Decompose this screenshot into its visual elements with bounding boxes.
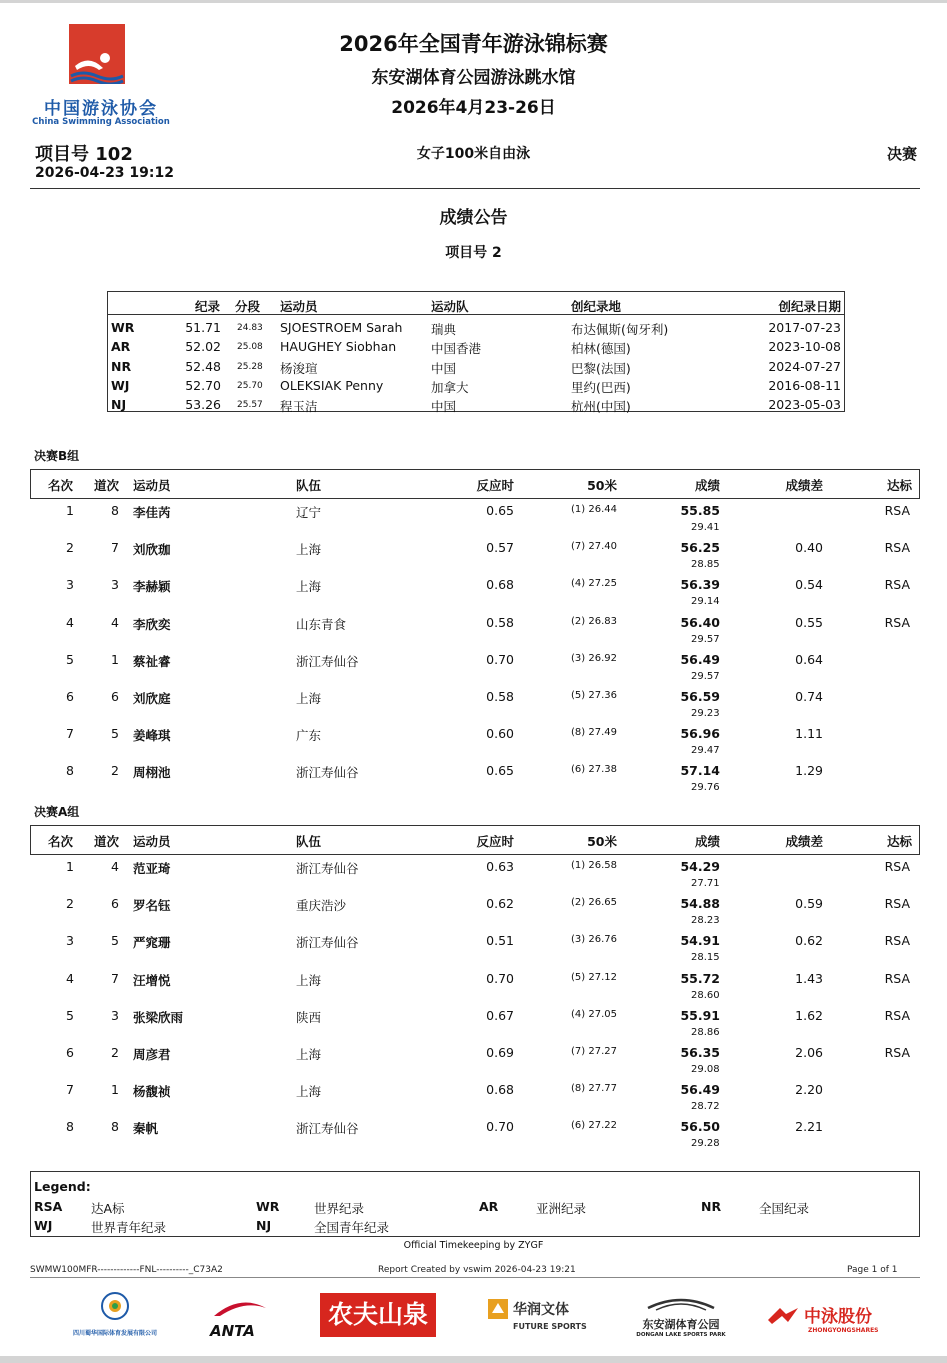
record-athlete: 程玉洁 (280, 399, 318, 415)
result-second-split: 27.71 (691, 878, 720, 889)
group-label: 决赛B组 (34, 449, 80, 463)
result-lane: 5 (111, 726, 119, 742)
huarun-logo-icon (487, 1298, 509, 1320)
result-reaction: 0.58 (486, 689, 514, 704)
result-reaction: 0.57 (486, 540, 514, 556)
result-athlete: 罗名钰 (133, 898, 171, 914)
result-split: (5) 27.36 (571, 690, 617, 701)
record-place: 里约(巴西) (571, 379, 631, 395)
result-lane: 6 (111, 896, 119, 912)
result-split: (1) 26.58 (571, 860, 617, 871)
result-rank: 8 (66, 1119, 74, 1135)
result-lane: 4 (111, 614, 119, 630)
result-lane: 1 (111, 1082, 119, 1098)
result-standard: RSA (884, 859, 910, 874)
result-athlete: 秦帆 (133, 1121, 159, 1137)
result-reaction: 0.68 (486, 577, 514, 593)
records-table (107, 291, 845, 415)
result-team: 上海 (296, 691, 322, 706)
result-team: 浙江寿仙谷 (296, 935, 359, 951)
result-lane: 2 (111, 1045, 119, 1060)
result-second-split: 29.23 (691, 708, 720, 719)
result-time: 56.96 (680, 726, 720, 742)
header-athlete: 运动员 (133, 478, 171, 493)
result-rank: 8 (66, 763, 74, 779)
record-time: 52.70 (185, 377, 221, 393)
result-rank: 7 (66, 1082, 74, 1098)
legend-code: AR (479, 1199, 499, 1214)
result-second-split: 28.15 (691, 952, 720, 964)
record-time: 52.02 (185, 339, 221, 355)
result-time: 56.25 (680, 540, 720, 556)
result-time: 54.91 (680, 933, 720, 949)
sponsor-zhongyong-name: 中泳股份 (804, 1307, 872, 1327)
record-split: 25.28 (237, 361, 263, 372)
result-diff: 1.62 (795, 1007, 823, 1023)
bottom-border (0, 1356, 947, 1363)
result-split: (2) 26.65 (571, 897, 617, 909)
result-lane: 8 (111, 1119, 119, 1135)
result-reaction: 0.70 (486, 970, 514, 986)
header-split: 50米 (587, 478, 617, 493)
result-diff: 2.20 (795, 1082, 823, 1098)
result-split: (4) 27.05 (571, 1008, 617, 1020)
sponsor-donganhu (636, 1296, 726, 1346)
result-split: (7) 27.40 (571, 541, 617, 553)
result-rank: 2 (66, 896, 74, 912)
record-split: 25.57 (237, 400, 263, 411)
result-split: (3) 26.76 (571, 934, 617, 946)
result-time: 56.49 (680, 1082, 720, 1098)
result-team: 浙江寿仙谷 (296, 861, 359, 876)
record-team: 瑞典 (431, 322, 457, 337)
sponsor-huarun-en: FUTURE SPORTS (513, 1322, 587, 1331)
result-team: 浙江寿仙谷 (296, 1121, 359, 1137)
result-athlete: 姜峰琪 (133, 728, 171, 744)
result-standard: RSA (884, 540, 910, 556)
result-standard: RSA (884, 614, 910, 630)
record-place: 巴黎(法国) (571, 360, 631, 376)
records-header-split: 分段 (235, 299, 261, 314)
group-label: 决赛A组 (34, 805, 80, 819)
result-team: 广东 (296, 728, 322, 744)
result-team: 山东青食 (296, 616, 347, 632)
event-datetime: 2026-04-23 19:12 (35, 165, 174, 181)
record-athlete: 杨浚瑄 (280, 360, 318, 376)
org-name-cn: 中国游泳协会 (44, 99, 158, 119)
result-time: 54.88 (680, 896, 720, 912)
record-date: 2023-05-03 (768, 397, 841, 413)
result-rank: 4 (66, 970, 74, 986)
result-split: (4) 27.25 (571, 578, 617, 590)
result-athlete: 严窕珊 (133, 935, 171, 951)
result-reaction: 0.60 (486, 726, 514, 742)
championship-title: 2026年全国青年游泳锦标赛 (339, 32, 608, 56)
header-rank: 名次 (48, 834, 74, 849)
result-reaction: 0.68 (486, 1082, 514, 1098)
result-standard: RSA (884, 1007, 910, 1023)
legend-desc: 全国纪录 (759, 1201, 810, 1216)
result-team: 陕西 (296, 1009, 322, 1025)
record-date: 2024-07-27 (768, 358, 841, 374)
records-header-athlete: 运动员 (280, 299, 318, 314)
records-header-date: 创纪录日期 (778, 299, 841, 314)
sponsor-nongfu-name: 农夫山泉 (327, 1300, 428, 1329)
header-diff: 成绩差 (785, 834, 823, 849)
records-header-record: 纪录 (195, 299, 221, 314)
result-rank: 6 (66, 689, 74, 704)
result-time: 56.40 (680, 614, 720, 630)
result-lane: 3 (111, 577, 119, 593)
sponsor-shuhua-name: 四川蜀华国际体育发展有限公司 (72, 1330, 157, 1337)
result-reaction: 0.63 (486, 859, 514, 874)
legend-code: WJ (34, 1218, 53, 1233)
record-split: 25.08 (237, 342, 263, 353)
record-time: 51.71 (185, 320, 221, 335)
result-time: 57.14 (680, 763, 720, 779)
result-rank: 1 (66, 859, 74, 874)
result-split: (3) 26.92 (571, 652, 617, 664)
record-place: 杭州(中国) (571, 399, 631, 415)
result-split: (1) 26.44 (571, 504, 617, 515)
record-time: 52.48 (185, 358, 221, 374)
result-team: 上海 (296, 1047, 322, 1062)
result-time: 56.50 (680, 1119, 720, 1135)
record-place: 布达佩斯(匈牙利) (571, 322, 669, 337)
result-split: (5) 27.12 (571, 971, 617, 983)
header-standard: 达标 (886, 834, 912, 849)
result-diff: 0.59 (795, 896, 823, 912)
result-second-split: 28.72 (691, 1101, 720, 1113)
result-standard: RSA (884, 970, 910, 986)
result-split: (8) 27.49 (571, 727, 617, 739)
record-team: 中国香港 (431, 341, 482, 357)
records-header-team: 运动队 (431, 299, 469, 314)
event-name: 女子100米自由泳 (416, 146, 531, 162)
result-rank: 3 (66, 933, 74, 949)
result-second-split: 29.14 (691, 596, 720, 608)
result-lane: 7 (111, 540, 119, 556)
result-reaction: 0.65 (486, 503, 514, 518)
header-split: 50米 (587, 834, 617, 849)
venue: 东安湖体育公园游泳跳水馆 (371, 68, 576, 88)
result-athlete: 周栩池 (133, 765, 171, 781)
result-athlete: 张梁欣雨 (133, 1009, 184, 1025)
result-diff: 0.54 (795, 577, 823, 593)
result-athlete: 李佳芮 (133, 505, 171, 520)
header-athlete: 运动员 (133, 834, 171, 849)
anta-logo-icon (210, 1298, 270, 1318)
result-team: 上海 (296, 972, 322, 988)
announcement-title: 成绩公告 (439, 208, 508, 228)
result-team: 上海 (296, 1084, 322, 1100)
result-time: 56.49 (680, 651, 720, 667)
result-split: (6) 27.22 (571, 1120, 617, 1132)
sponsor-zhongyong-en: ZHONGYONGSHARES (808, 1327, 879, 1334)
result-lane: 2 (111, 763, 119, 779)
result-team: 浙江寿仙谷 (296, 765, 359, 781)
result-team: 上海 (296, 542, 322, 558)
result-athlete: 刘欣庭 (133, 691, 171, 706)
result-time: 56.59 (680, 689, 720, 704)
record-date: 2017-07-23 (768, 320, 841, 335)
sponsor-donganhu-en: DONGAN LAKE SPORTS PARK (636, 1332, 726, 1338)
record-team: 中国 (431, 399, 457, 415)
result-lane: 3 (111, 1007, 119, 1023)
sponsor-zhongyong (766, 1302, 882, 1352)
page-number: Page 1 of 1 (847, 1265, 898, 1275)
result-lane: 7 (111, 970, 119, 986)
result-second-split: 28.86 (691, 1026, 720, 1038)
record-date: 2023-10-08 (768, 339, 841, 355)
result-lane: 4 (111, 859, 119, 874)
header-reaction: 反应时 (476, 478, 514, 493)
result-diff: 0.40 (795, 540, 823, 556)
result-split: (2) 26.83 (571, 615, 617, 627)
result-time: 55.85 (680, 503, 720, 518)
result-lane: 5 (111, 933, 119, 949)
header-reaction: 反应时 (476, 834, 514, 849)
result-time: 54.29 (680, 859, 720, 874)
result-standard: RSA (884, 1045, 910, 1060)
records-header-place: 创纪录地 (571, 299, 622, 314)
result-standard: RSA (884, 503, 910, 518)
result-second-split: 29.08 (691, 1064, 720, 1075)
report-code: SWMW100MFR-------------FNL----------_C73A2 (30, 1265, 223, 1275)
result-athlete: 蔡祉睿 (133, 653, 171, 669)
record-team: 加拿大 (431, 379, 469, 395)
zhongyong-logo-icon (766, 1304, 804, 1326)
donganhu-logo-icon (636, 1296, 726, 1312)
result-time: 55.91 (680, 1007, 720, 1023)
round-label: 决赛 (886, 145, 917, 163)
result-athlete: 范亚琦 (133, 861, 171, 876)
header-diff: 成绩差 (785, 478, 823, 493)
result-time: 55.72 (680, 970, 720, 986)
record-split: 25.70 (237, 380, 263, 391)
result-rank: 5 (66, 1007, 74, 1023)
record-code: WJ (111, 377, 130, 393)
result-second-split: 29.57 (691, 633, 720, 645)
result-diff: 2.06 (795, 1045, 823, 1060)
result-diff: 1.43 (795, 970, 823, 986)
result-split: (7) 27.27 (571, 1046, 617, 1057)
record-athlete: HAUGHEY Siobhan (280, 339, 397, 355)
result-second-split: 29.57 (691, 670, 720, 682)
result-rank: 2 (66, 540, 74, 556)
result-diff: 2.21 (795, 1119, 823, 1135)
result-second-split: 28.23 (691, 915, 720, 927)
record-code: NJ (111, 397, 127, 413)
org-name-en: China Swimming Association (32, 117, 170, 127)
result-team: 重庆浩沙 (296, 898, 347, 914)
result-second-split: 29.76 (691, 782, 720, 794)
record-split: 24.83 (237, 323, 263, 333)
result-reaction: 0.58 (486, 614, 514, 630)
sponsor-shuhua (72, 1290, 158, 1340)
record-team: 中国 (431, 360, 457, 376)
item-number: 项目号 2 (445, 245, 502, 261)
record-athlete: SJOESTROEM Sarah (280, 320, 403, 335)
result-second-split: 29.47 (691, 745, 720, 757)
result-second-split: 29.41 (691, 522, 720, 533)
result-athlete: 周彦君 (133, 1047, 171, 1062)
result-rank: 4 (66, 614, 74, 630)
legend-code: NJ (256, 1218, 272, 1233)
legend (30, 1171, 920, 1237)
legend-desc: 全国青年纪录 (314, 1220, 390, 1235)
result-team: 上海 (296, 579, 322, 595)
result-athlete: 杨馥祯 (133, 1084, 171, 1100)
result-second-split: 29.28 (691, 1138, 720, 1150)
result-diff: 1.29 (795, 763, 823, 779)
result-reaction: 0.69 (486, 1045, 514, 1060)
record-time: 53.26 (185, 397, 221, 413)
legend-code: NR (701, 1199, 722, 1214)
result-split: (8) 27.77 (571, 1083, 617, 1095)
result-rank: 3 (66, 577, 74, 593)
result-standard: RSA (884, 577, 910, 593)
event-number: 项目号 102 (35, 144, 133, 165)
result-time: 56.35 (680, 1045, 720, 1060)
result-team: 浙江寿仙谷 (296, 653, 359, 669)
result-reaction: 0.67 (486, 1007, 514, 1023)
timekeeping-note: Official Timekeeping by ZYGF (403, 1240, 544, 1251)
result-diff: 0.64 (795, 651, 823, 667)
result-diff: 0.62 (795, 933, 823, 949)
header-result: 成绩 (694, 834, 720, 849)
result-time: 56.39 (680, 577, 720, 593)
result-second-split: 28.85 (691, 559, 720, 571)
result-standard: RSA (884, 896, 910, 912)
result-lane: 8 (111, 503, 119, 518)
header-standard: 达标 (886, 478, 912, 493)
header-team: 队伍 (296, 478, 322, 493)
result-diff: 1.11 (795, 726, 823, 742)
sponsor-anta-name: ANTA (210, 1322, 255, 1340)
legend-desc: 世界纪录 (314, 1201, 365, 1216)
result-rank: 6 (66, 1045, 74, 1060)
header-team: 队伍 (296, 834, 322, 849)
result-athlete: 李赫颖 (133, 579, 171, 595)
result-lane: 6 (111, 689, 119, 704)
legend-desc: 达A标 (91, 1201, 125, 1216)
result-reaction: 0.70 (486, 1119, 514, 1135)
record-date: 2016-08-11 (768, 377, 841, 393)
sponsor-huarun-name: 华润文体 (513, 1302, 569, 1318)
shuhua-logo-icon (72, 1290, 158, 1324)
result-athlete: 李欣奕 (133, 616, 171, 632)
result-lane: 1 (111, 651, 119, 667)
header-result: 成绩 (694, 478, 720, 493)
result-reaction: 0.70 (486, 651, 514, 667)
result-rank: 7 (66, 726, 74, 742)
legend-code: RSA (34, 1199, 63, 1214)
competition-dates: 2026年4月23-26日 (391, 98, 556, 118)
legend-desc: 世界青年纪录 (91, 1220, 167, 1235)
sponsor-donganhu-name: 东安湖体育公园 (642, 1318, 720, 1331)
record-athlete: OLEKSIAK Penny (280, 377, 384, 393)
record-code: NR (111, 358, 132, 374)
legend-code: WR (256, 1199, 280, 1214)
result-athlete: 刘欣珈 (133, 542, 171, 558)
header-lane: 道次 (94, 834, 120, 849)
record-place: 柏林(德国) (571, 341, 631, 357)
result-second-split: 28.60 (691, 989, 720, 1001)
result-rank: 5 (66, 651, 74, 667)
record-code: WR (111, 320, 135, 335)
record-code: AR (111, 339, 131, 355)
report-created: Report Created by vswim 2026-04-23 19:21 (378, 1265, 576, 1275)
result-team: 辽宁 (296, 505, 322, 520)
result-reaction: 0.65 (486, 763, 514, 779)
sponsor-huarun (487, 1298, 591, 1348)
result-reaction: 0.62 (486, 896, 514, 912)
result-diff: 0.55 (795, 614, 823, 630)
result-split: (6) 27.38 (571, 764, 617, 776)
header-rank: 名次 (48, 478, 74, 493)
top-border (0, 0, 947, 3)
records-header-line (108, 314, 844, 315)
result-diff: 0.74 (795, 689, 823, 704)
result-standard: RSA (884, 933, 910, 949)
result-reaction: 0.51 (486, 933, 514, 949)
result-athlete: 汪增悦 (133, 972, 171, 988)
legend-desc: 亚洲纪录 (536, 1201, 587, 1216)
header-lane: 道次 (94, 478, 120, 493)
header-divider (30, 188, 920, 189)
footer-divider (30, 1277, 920, 1278)
result-rank: 1 (66, 503, 74, 518)
legend-title: Legend: (34, 1179, 91, 1194)
sponsor-anta (210, 1298, 274, 1348)
sponsor-nongfu (320, 1293, 436, 1337)
